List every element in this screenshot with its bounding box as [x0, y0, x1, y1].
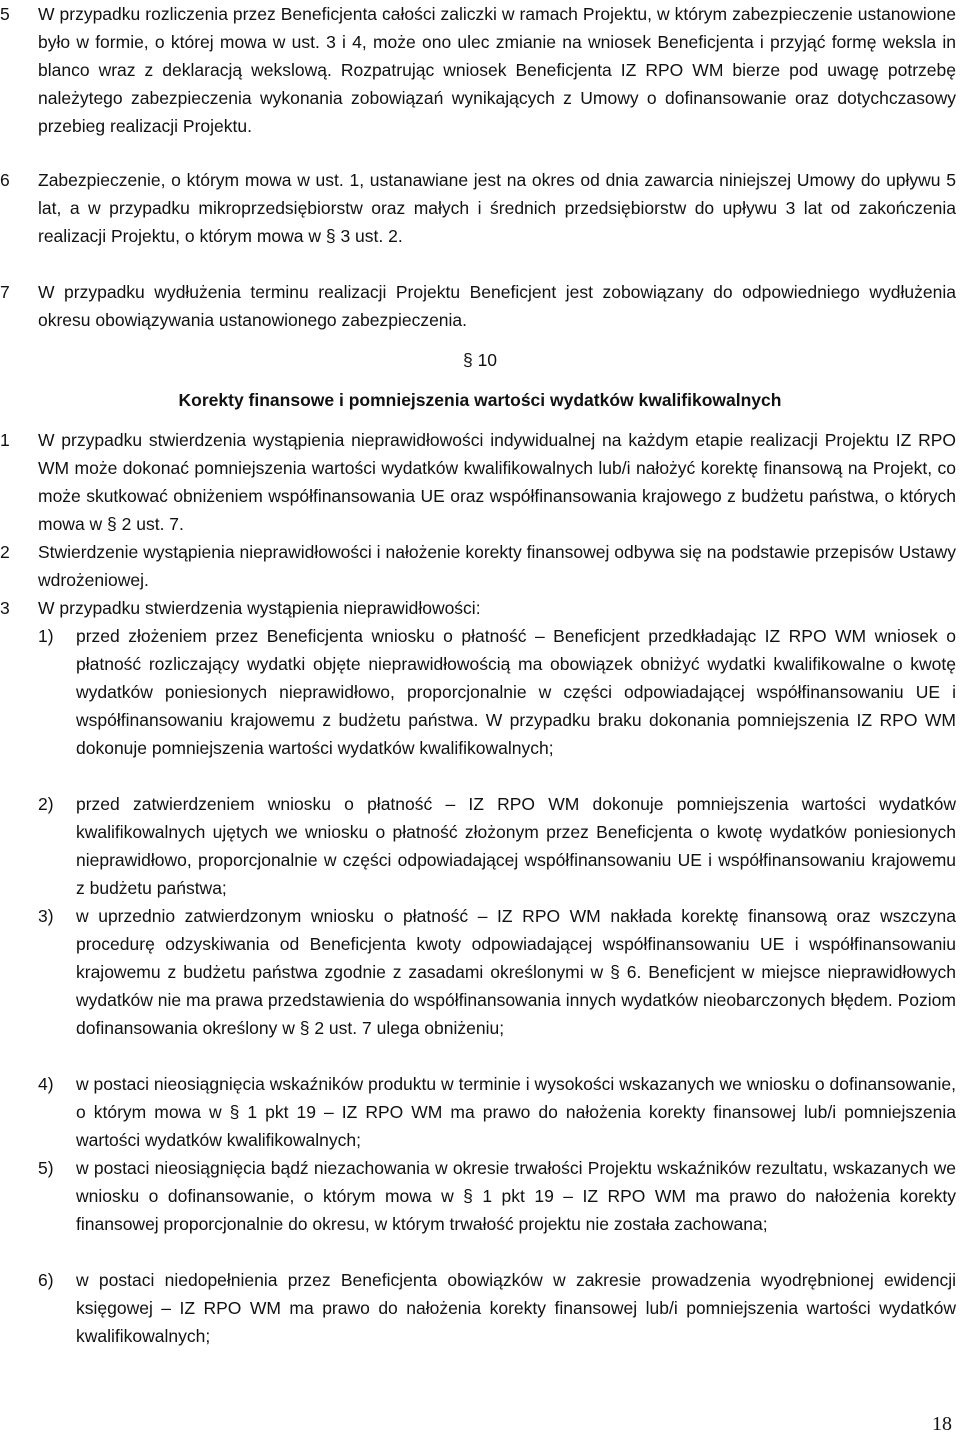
- section-number: § 10: [462, 350, 498, 370]
- sub-item-number: 1): [38, 626, 54, 646]
- sub-item-text: w postaci nieosiągnięcia bądź niezachowania w okresie trwałości Projektu wskaźników rezultatu, wskazanych we wniosku o dofinansowanie, o którym mowa w § 1 pkt 19 – IZ RPO WM ma prawo do nałożenia korekty finansowej proporcjonalnie do okresu, w którym trwałość projektu nie została zachowana;: [76, 1158, 956, 1234]
- paragraph-text: W przypadku rozliczenia przez Beneficjenta całości zaliczki w ramach Projektu, w którym zabezpieczenie ustanowione było w formie, o której mowa w ust. 3 i 4, może ono ulec zmianie na wniosek Beneficjenta i przyjąć formę weksla in blanco wraz z deklaracją wekslową. Rozpatrując wniosek Beneficjenta IZ RPO WM bierze pod uwagę potrzebę należytego zabezpieczenia wykonania zobowiązań wynikających z Umowy o dofinansowanie oraz dotychczasowy przebieg realizacji Projektu.: [38, 4, 956, 136]
- item-number: 3: [0, 598, 10, 618]
- sub-item-text: w postaci niedopełnienia przez Beneficjenta obowiązków w zakresie prowadzenia wyodrębnionej ewidencji księgowej – IZ RPO WM ma prawo do nałożenia korekty finansowej lub/i pomniejszenia wartości wydatków kwalifikowalnych;: [76, 1270, 956, 1346]
- paragraph-text: Zabezpieczenie, o którym mowa w ust. 1, ustanawiane jest na okres od dnia zawarcia niniejszej Umowy do upływu 5 lat, a w przypadku mikroprzedsiębiorstw oraz małych i średnich przedsiębiorstw do upływu 3 lat od zakończenia realizacji Projektu, o którym mowa w § 3 ust. 2.: [38, 170, 956, 246]
- item-text: W przypadku stwierdzenia wystąpienia nieprawidłowości:: [38, 598, 481, 618]
- paragraph-number: 7: [0, 282, 10, 302]
- paragraph-number: 6: [0, 170, 10, 190]
- item-text: W przypadku stwierdzenia wystąpienia nieprawidłowości indywidualnej na każdym etapie realizacji Projektu IZ RPO WM może dokonać pomniejszenia wartości wydatków kwalifikowalnych lub/i nałożyć korektę finansową na Projekt, co może skutkować obniżeniem współfinansowania UE oraz współfinansowania krajowego z budżetu państwa, o których mowa w § 2 ust. 7.: [38, 430, 956, 534]
- sub-item-number: 4): [38, 1074, 54, 1094]
- sub-item-text: przed zatwierdzeniem wniosku o płatność – IZ RPO WM dokonuje pomniejszenia wartości wydatków kwalifikowalnych ujętych we wniosku o płatność złożonym przez Beneficjenta o kwotę wydatków poniesionych nieprawidłowo, proporcjonalnie w części odpowiadającej współfinansowaniu UE i współfinansowaniu krajowemu z budżetu państwa;: [76, 794, 956, 898]
- item-text: Stwierdzenie wystąpienia nieprawidłowości i nałożenie korekty finansowej odbywa się na podstawie przepisów Ustawy wdrożeniowej.: [38, 542, 956, 590]
- sub-item-number: 2): [38, 794, 54, 814]
- sub-item-text: przed złożeniem przez Beneficjenta wniosku o płatność – Beneficjent przedkładając IZ RPO WM wniosek o płatność rozliczający wydatki objęte nieprawidłowością ma obowiązek obniżyć wydatki kwalifikowalne o kwotę wydatków poniesionych nieprawidłowo, proporcjonalnie w części odpowiadającej współfinansowaniu UE i współfinansowaniu krajowemu z budżetu państwa. W przypadku braku dokonania pomniejszenia IZ RPO WM dokonuje pomniejszenia wartości wydatków kwalifikowalnych;: [76, 626, 956, 758]
- page-number: 18: [932, 1413, 952, 1435]
- sub-item-text: w postaci nieosiągnięcia wskaźników produktu w terminie i wysokości wskazanych we wniosku o dofinansowanie, o którym mowa w § 1 pkt 19 – IZ RPO WM ma prawo do nałożenia korekty finansowej lub/i pomniejszenia wartości wydatków kwalifikowalnych;: [76, 1074, 956, 1150]
- section-title: Korekty finansowe i pomniejszenia wartości wydatków kwalifikowalnych: [178, 390, 782, 410]
- item-number: 2: [0, 542, 10, 562]
- sub-item-number: 6): [38, 1270, 54, 1290]
- paragraph-text: W przypadku wydłużenia terminu realizacji Projektu Beneficjent jest zobowiązany do odpowiedniego wydłużenia okresu obowiązywania ustanowionego zabezpieczenia.: [38, 282, 956, 330]
- sub-item-number: 5): [38, 1158, 54, 1178]
- sub-item-number: 3): [38, 906, 54, 926]
- paragraph-number: 5: [0, 4, 10, 24]
- item-number: 1: [0, 430, 10, 450]
- sub-item-text: w uprzednio zatwierdzonym wniosku o płatność – IZ RPO WM nakłada korektę finansową oraz wszczyna procedurę odzyskiwania od Beneficjenta kwoty odpowiadającej współfinansowaniu UE i współfinansowaniu krajowemu z budżetu państwa zgodnie z zasadami określonymi w § 6. Beneficjent w miejsce nieprawidłowych wydatków nie ma prawa przedstawienia do współfinansowania innych wydatków nieobarczonych błędem. Poziom dofinansowania określony w § 2 ust. 7 ulega obniżeniu;: [76, 906, 956, 1038]
